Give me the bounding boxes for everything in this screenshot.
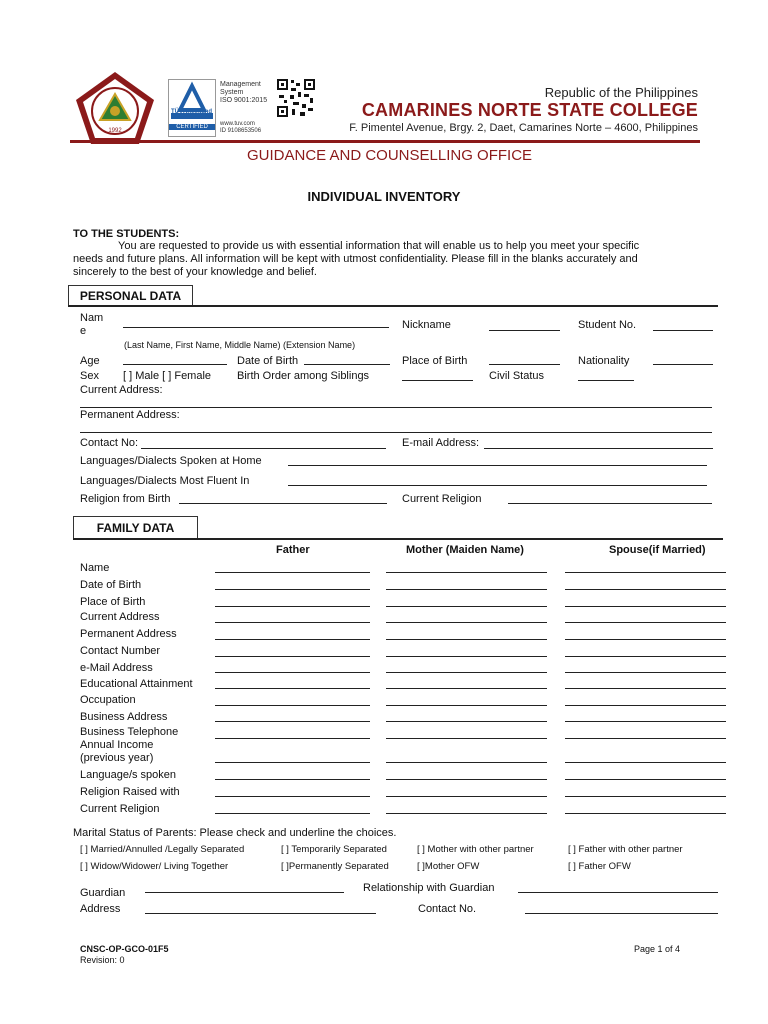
student-no-field[interactable]	[653, 330, 713, 331]
header-divider	[70, 140, 700, 143]
marital-option[interactable]: [ ] Temporarily Separated	[281, 844, 387, 855]
col-mother: Mother (Maiden Name)	[406, 544, 524, 556]
guardian-label: Guardian	[80, 887, 126, 899]
father-field[interactable]	[215, 672, 370, 673]
marital-option[interactable]: [ ] Father with other partner	[568, 844, 683, 855]
name-label-wrap: e	[80, 325, 87, 337]
mother-field[interactable]	[386, 622, 547, 623]
family-section-rule	[73, 538, 723, 540]
civil-status-label: Civil Status	[489, 370, 545, 382]
spouse-field[interactable]	[565, 639, 726, 640]
family-row-label: Current Religion	[80, 803, 160, 815]
svg-text:1992: 1992	[108, 128, 122, 134]
tuv-certification-badge	[168, 79, 216, 137]
col-father: Father	[276, 544, 310, 556]
father-field[interactable]	[215, 572, 370, 573]
intro-line-2: needs and future plans. All information will be kept with utmost confidentiality. Please fill in the blanks accurately and	[73, 253, 638, 265]
family-row-label: Annual Income	[80, 739, 154, 751]
page-title: INDIVIDUAL INVENTORY	[307, 189, 461, 204]
mother-field[interactable]	[386, 721, 547, 722]
relationship-field[interactable]	[518, 892, 718, 893]
father-field[interactable]	[215, 622, 370, 623]
intro-line-1: You are requested to provide us with essential information that will enable us to help you meet your specific	[118, 240, 640, 252]
current-religion-label: Current Religion	[402, 493, 482, 505]
father-field[interactable]	[215, 656, 370, 657]
father-field[interactable]	[215, 705, 370, 706]
personal-section-rule	[68, 305, 718, 307]
pob-field[interactable]	[489, 364, 560, 365]
name-label: Nam	[80, 312, 104, 324]
family-row-label: Educational Attainment	[80, 678, 193, 690]
languages-fluent-field[interactable]	[288, 485, 707, 486]
spouse-field[interactable]	[565, 762, 726, 763]
nickname-field[interactable]	[489, 330, 560, 331]
spouse-field[interactable]	[565, 572, 726, 573]
family-row-label: Name	[80, 562, 110, 574]
father-field[interactable]	[215, 813, 370, 814]
nickname-label: Nickname	[402, 319, 451, 331]
nationality-label: Nationality	[578, 355, 630, 367]
family-row-label: Permanent Address	[80, 628, 177, 640]
cert-management: Management	[220, 81, 261, 88]
mother-field[interactable]	[386, 796, 547, 797]
mother-field[interactable]	[386, 813, 547, 814]
marital-option[interactable]: [ ] Mother with other partner	[417, 844, 534, 855]
marital-option[interactable]: [ ] Widow/Widower/ Living Together	[80, 861, 229, 872]
mother-field[interactable]	[386, 688, 547, 689]
guardian-address-label: Address	[80, 903, 121, 915]
student-no-label: Student No.	[578, 319, 637, 331]
email-label: E-mail Address:	[402, 437, 480, 449]
current-religion-field[interactable]	[508, 503, 712, 504]
spouse-field[interactable]	[565, 622, 726, 623]
marital-option[interactable]: [ ]Mother OFW	[417, 861, 480, 872]
email-field[interactable]	[484, 448, 713, 449]
spouse-field[interactable]	[565, 589, 726, 590]
family-data-section-tab: FAMILY DATA	[73, 516, 198, 539]
marital-option[interactable]: [ ] Married/Annulled /Legally Separated	[80, 844, 245, 855]
pob-label: Place of Birth	[402, 355, 468, 367]
certified-label: CERTIFIED	[169, 124, 215, 130]
mother-field[interactable]	[386, 639, 547, 640]
cert-iso: ISO 9001:2015	[220, 97, 268, 104]
name-field[interactable]	[123, 327, 389, 328]
mother-field[interactable]	[386, 606, 547, 607]
family-row-label: (previous year)	[80, 752, 154, 764]
mother-field[interactable]	[386, 705, 547, 706]
mother-field[interactable]	[386, 656, 547, 657]
spouse-field[interactable]	[565, 688, 726, 689]
spouse-field[interactable]	[565, 606, 726, 607]
father-field[interactable]	[215, 688, 370, 689]
col-spouse: Spouse(if Married)	[609, 544, 706, 556]
mother-field[interactable]	[386, 572, 547, 573]
mother-field[interactable]	[386, 738, 547, 739]
guardian-contact-field[interactable]	[525, 913, 718, 914]
contact-no-field[interactable]	[141, 448, 386, 449]
family-row-label: Contact Number	[80, 645, 161, 657]
father-field[interactable]	[215, 738, 370, 739]
sex-checkboxes[interactable]: [ ] Male [ ] Female	[123, 370, 212, 382]
intro-line-3: sincerely to the best of your knowledge and belief.	[73, 266, 317, 278]
republic-label: Republic of the Philippines	[544, 85, 698, 100]
birth-order-field[interactable]	[402, 380, 473, 381]
spouse-field[interactable]	[565, 738, 726, 739]
tuv-label: TÜVRheinland	[171, 109, 213, 115]
father-field[interactable]	[215, 721, 370, 722]
cert-id: ID 9108653506	[220, 128, 262, 134]
family-row-label: Occupation	[80, 694, 136, 706]
family-row-label: Current Address	[80, 611, 160, 623]
father-field[interactable]	[215, 606, 370, 607]
father-field[interactable]	[215, 639, 370, 640]
spouse-field[interactable]	[565, 721, 726, 722]
age-field[interactable]	[123, 364, 227, 365]
office-name: GUIDANCE AND COUNSELLING OFFICE	[247, 147, 533, 164]
birth-order-label: Birth Order among Siblings	[237, 370, 370, 382]
family-row-label: Business Telephone	[80, 726, 179, 738]
dob-label: Date of Birth	[237, 355, 299, 367]
father-field[interactable]	[215, 762, 370, 763]
guardian-address-field[interactable]	[145, 913, 376, 914]
cert-url: www.tuv.com	[220, 121, 255, 127]
spouse-field[interactable]	[565, 813, 726, 814]
mother-field[interactable]	[386, 779, 547, 780]
marital-heading: Marital Status of Parents: Please check and underline the choices.	[73, 827, 397, 839]
mother-field[interactable]	[386, 589, 547, 590]
sex-label: Sex	[80, 370, 99, 382]
form-code: CNSC-OP-GCO-01F5	[80, 944, 169, 954]
relationship-label: Relationship with Guardian	[363, 882, 495, 894]
spouse-field[interactable]	[565, 656, 726, 657]
family-row-label: Religion Raised with	[80, 786, 180, 798]
college-address: F. Pimentel Avenue, Brgy. 2, Daet, Camarines Norte – 4600, Philippines	[349, 122, 698, 134]
spouse-field[interactable]	[565, 672, 726, 673]
religion-birth-label: Religion from Birth	[80, 493, 171, 505]
personal-data-section-tab: PERSONAL DATA	[68, 285, 193, 306]
father-field[interactable]	[215, 796, 370, 797]
form-revision: Revision: 0	[80, 955, 125, 965]
father-field[interactable]	[215, 589, 370, 590]
marital-option[interactable]: [ ]Permanently Separated	[281, 861, 389, 872]
family-row-label: Business Address	[80, 711, 168, 723]
dob-field[interactable]	[304, 364, 390, 365]
languages-spoken-field[interactable]	[288, 465, 707, 466]
contact-no-label: Contact No:	[80, 437, 139, 449]
spouse-field[interactable]	[565, 705, 726, 706]
civil-status-field[interactable]	[578, 380, 634, 381]
college-name: CAMARINES NORTE STATE COLLEGE	[361, 100, 698, 120]
guardian-contact-label: Contact No.	[418, 903, 477, 915]
guardian-field[interactable]	[145, 892, 344, 893]
college-seal	[74, 70, 156, 146]
mother-field[interactable]	[386, 672, 547, 673]
spouse-field[interactable]	[565, 796, 726, 797]
nationality-field[interactable]	[653, 364, 713, 365]
qr-code-icon	[276, 78, 316, 118]
family-row-label: Language/s spoken	[80, 769, 177, 781]
cert-system: System	[220, 89, 244, 96]
permanent-address-label: Permanent Address:	[80, 409, 180, 421]
spouse-field[interactable]	[565, 779, 726, 780]
family-row-label: Date of Birth	[80, 579, 142, 591]
father-field[interactable]	[215, 779, 370, 780]
languages-fluent-label: Languages/Dialects Most Fluent In	[80, 475, 250, 487]
current-address-field[interactable]	[80, 407, 712, 408]
languages-spoken-label: Languages/Dialects Spoken at Home	[80, 455, 262, 467]
intro-heading: TO THE STUDENTS:	[73, 228, 180, 240]
age-label: Age	[80, 355, 100, 367]
permanent-address-field[interactable]	[80, 432, 712, 433]
family-row-label: e-Mail Address	[80, 662, 153, 674]
family-row-label: Place of Birth	[80, 596, 146, 608]
page-number: Page 1 of 4	[634, 944, 681, 954]
marital-option[interactable]: [ ] Father OFW	[568, 861, 631, 872]
current-address-label: Current Address:	[80, 384, 163, 396]
religion-birth-field[interactable]	[179, 503, 387, 504]
name-hint: (Last Name, First Name, Middle Name) (Extension Name)	[124, 340, 356, 350]
mother-field[interactable]	[386, 762, 547, 763]
